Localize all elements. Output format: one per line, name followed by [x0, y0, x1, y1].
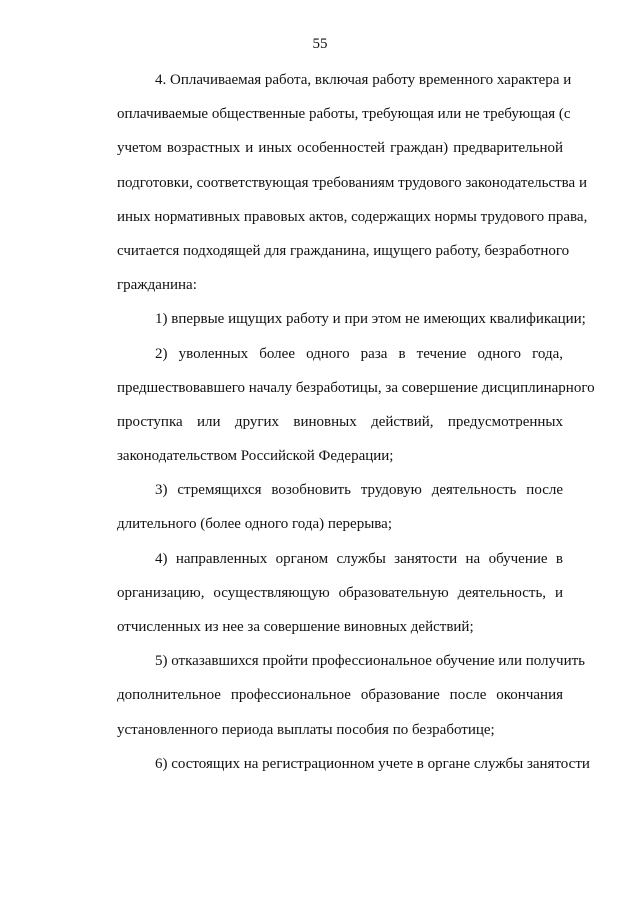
list-item-4 — [79, 542, 563, 645]
text-line: длительного (более одного года) перерыва; — [117, 516, 392, 533]
text-line: законодательством Российской Федерации; — [117, 448, 394, 465]
text-line: подготовки, соответствующая требованиям трудового законодательства и — [117, 174, 587, 191]
list-item-5 — [79, 644, 586, 747]
list-item-2 — [79, 337, 595, 474]
text-line: гражданина: — [117, 277, 197, 294]
text-line: оплачиваемые общественные работы, требующая или не требующая (с — [117, 106, 571, 123]
paragraph-4 — [79, 63, 588, 302]
text-line: дополнительное профессиональное образование после окончания — [117, 687, 563, 704]
text-line: предшествовавшего началу безработицы, за совершение дисциплинарного — [117, 379, 595, 396]
body-text — [79, 63, 595, 781]
page-number: 55 — [312, 36, 328, 52]
text-line: учетом возрастных и иных особенностей граждан) предварительной — [117, 140, 563, 157]
text-line: 4) направленных органом службы занятости на обучение в — [155, 550, 563, 567]
text-line: считается подходящей для гражданина, ищущего работу, безработного — [117, 242, 570, 259]
list-item-3 — [79, 473, 563, 541]
text-line: отчисленных из нее за совершение виновных действий; — [117, 619, 474, 635]
list-item-6 — [79, 747, 590, 781]
text-line: 5) отказавшихся пройти профессиональное обучение или получить — [155, 653, 586, 670]
text-line: установленного периода выплаты пособия по безработице; — [117, 721, 495, 738]
list-item-1 — [79, 302, 586, 336]
text-line: 6) состоящих на регистрационном учете в органе службы занятости — [155, 755, 590, 772]
text-line: 1) впервые ищущих работу и при этом не имеющих квалификации; — [155, 311, 586, 328]
text-line: проступка или других виновных действий, предусмотренных — [117, 413, 563, 430]
text-line: 3) стремящихся возобновить трудовую деятельность после — [155, 482, 563, 499]
text-line: организацию, осуществляющую образовательную деятельность, и — [117, 584, 563, 601]
text-line: иных нормативных правовых актов, содержащих нормы трудового права, — [117, 208, 588, 225]
text-line: 2) уволенных более одного раза в течение одного года, — [155, 345, 563, 362]
text-line: 4. Оплачиваемая работа, включая работу временного характера и — [155, 72, 572, 88]
